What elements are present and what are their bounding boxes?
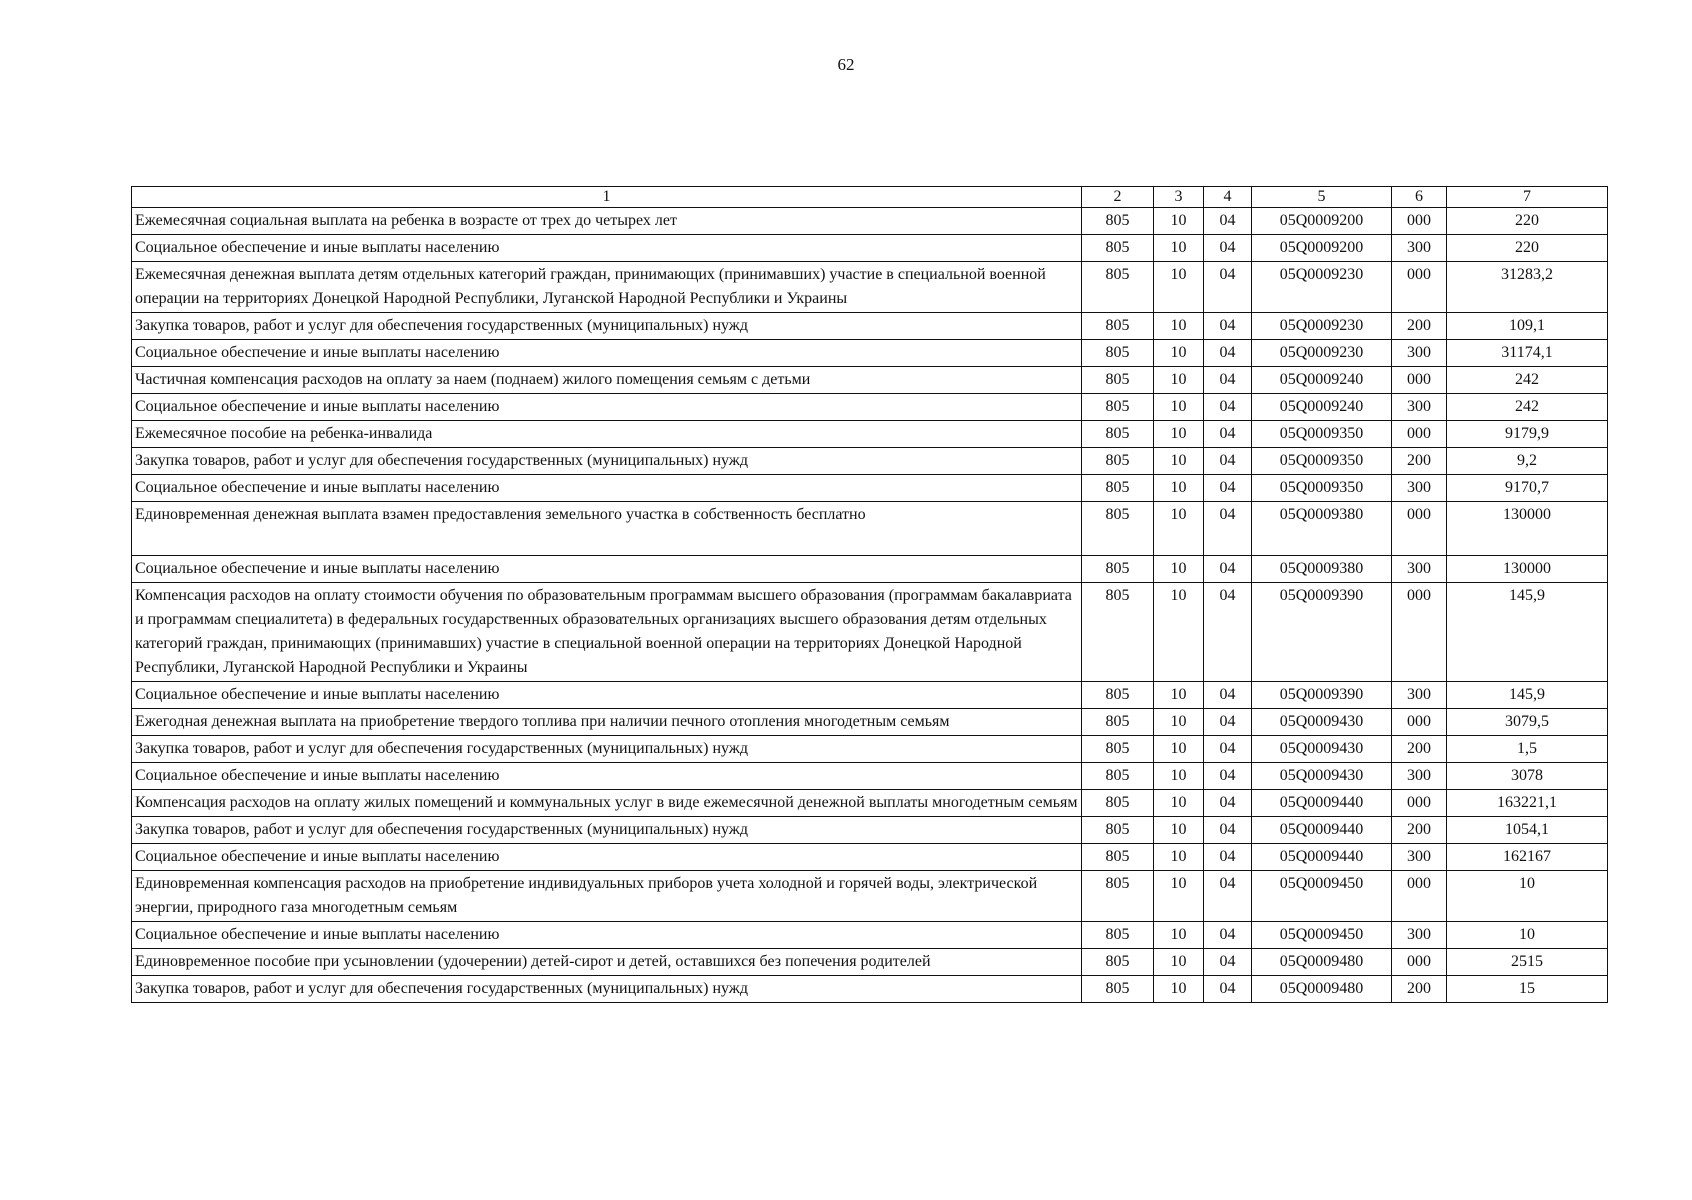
row-rz-cell: 10 [1154, 556, 1204, 583]
row-sum-cell: 10 [1447, 922, 1608, 949]
row-name-cell: Социальное обеспечение и иные выплаты населению [132, 682, 1082, 709]
row-name-cell: Социальное обеспечение и иные выплаты населению [132, 922, 1082, 949]
row-vr-cell: 200 [1392, 736, 1447, 763]
row-gr-cell: 805 [1082, 871, 1154, 922]
table-row [132, 871, 1608, 922]
row-pr-cell: 04 [1204, 709, 1252, 736]
table-row [132, 367, 1608, 394]
row-sum-cell: 242 [1447, 394, 1608, 421]
table-row [132, 340, 1608, 367]
table-row [132, 421, 1608, 448]
row-vr-cell: 300 [1392, 922, 1447, 949]
row-rz-cell: 10 [1154, 235, 1204, 262]
row-csr-cell: 05Q0009240 [1252, 394, 1392, 421]
row-name-cell: Социальное обеспечение и иные выплаты населению [132, 340, 1082, 367]
row-rz-cell: 10 [1154, 976, 1204, 1003]
row-vr-cell: 000 [1392, 502, 1447, 556]
row-name-cell: Ежемесячная социальная выплата на ребенка в возрасте от трех до четырех лет [132, 208, 1082, 235]
row-rz-cell: 10 [1154, 475, 1204, 502]
table-row [132, 763, 1608, 790]
row-sum-cell: 162167 [1447, 844, 1608, 871]
row-name-cell: Социальное обеспечение и иные выплаты населению [132, 763, 1082, 790]
row-csr-cell: 05Q0009200 [1252, 235, 1392, 262]
row-name-cell: Ежемесячное пособие на ребенка-инвалида [132, 421, 1082, 448]
row-name-cell: Единовременная денежная выплата взамен предоставления земельного участка в собственность бесплатно [132, 502, 1082, 556]
row-sum-cell: 109,1 [1447, 313, 1608, 340]
row-pr-cell: 04 [1204, 448, 1252, 475]
row-csr-cell: 05Q0009480 [1252, 949, 1392, 976]
row-sum-cell: 145,9 [1447, 682, 1608, 709]
row-pr-cell: 04 [1204, 949, 1252, 976]
row-sum-cell: 163221,1 [1447, 790, 1608, 817]
row-name-cell: Единовременное пособие при усыновлении (удочерении) детей-сирот и детей, оставшихся без попечения родителей [132, 949, 1082, 976]
row-gr-cell: 805 [1082, 844, 1154, 871]
row-sum-cell: 130000 [1447, 502, 1608, 556]
row-rz-cell: 10 [1154, 313, 1204, 340]
table-row [132, 682, 1608, 709]
row-rz-cell: 10 [1154, 262, 1204, 313]
row-gr-cell: 805 [1082, 763, 1154, 790]
row-pr-cell: 04 [1204, 421, 1252, 448]
row-sum-cell: 3079,5 [1447, 709, 1608, 736]
row-pr-cell: 04 [1204, 922, 1252, 949]
row-pr-cell: 04 [1204, 313, 1252, 340]
row-sum-cell: 3078 [1447, 763, 1608, 790]
row-csr-cell: 05Q0009230 [1252, 340, 1392, 367]
row-csr-cell: 05Q0009430 [1252, 763, 1392, 790]
row-name-cell: Закупка товаров, работ и услуг для обеспечения государственных (муниципальных) нужд [132, 817, 1082, 844]
row-name-cell: Социальное обеспечение и иные выплаты населению [132, 235, 1082, 262]
header-cell: 1 [132, 187, 1082, 208]
row-pr-cell: 04 [1204, 367, 1252, 394]
row-gr-cell: 805 [1082, 394, 1154, 421]
row-pr-cell: 04 [1204, 583, 1252, 682]
table-row [132, 583, 1608, 682]
row-csr-cell: 05Q0009240 [1252, 367, 1392, 394]
table-header-row [132, 187, 1608, 208]
row-gr-cell: 805 [1082, 208, 1154, 235]
row-vr-cell: 000 [1392, 790, 1447, 817]
row-vr-cell: 000 [1392, 871, 1447, 922]
row-vr-cell: 300 [1392, 763, 1447, 790]
row-vr-cell: 300 [1392, 340, 1447, 367]
row-vr-cell: 200 [1392, 448, 1447, 475]
row-sum-cell: 10 [1447, 871, 1608, 922]
header-cell: 3 [1154, 187, 1204, 208]
row-name-cell: Компенсация расходов на оплату жилых помещений и коммунальных услуг в виде ежемесячной денежной выплаты многодетным семьям [132, 790, 1082, 817]
row-sum-cell: 242 [1447, 367, 1608, 394]
row-gr-cell: 805 [1082, 502, 1154, 556]
page-number: 62 [837, 55, 855, 74]
row-gr-cell: 805 [1082, 583, 1154, 682]
row-gr-cell: 805 [1082, 340, 1154, 367]
row-sum-cell: 220 [1447, 208, 1608, 235]
row-rz-cell: 10 [1154, 763, 1204, 790]
header-cell: 2 [1082, 187, 1154, 208]
table-row [132, 844, 1608, 871]
row-csr-cell: 05Q0009380 [1252, 502, 1392, 556]
row-gr-cell: 805 [1082, 367, 1154, 394]
row-rz-cell: 10 [1154, 682, 1204, 709]
row-vr-cell: 300 [1392, 556, 1447, 583]
row-pr-cell: 04 [1204, 817, 1252, 844]
row-pr-cell: 04 [1204, 844, 1252, 871]
row-gr-cell: 805 [1082, 976, 1154, 1003]
budget-table [131, 186, 1608, 1003]
row-pr-cell: 04 [1204, 502, 1252, 556]
row-vr-cell: 300 [1392, 844, 1447, 871]
row-sum-cell: 31174,1 [1447, 340, 1608, 367]
row-sum-cell: 220 [1447, 235, 1608, 262]
table-row [132, 949, 1608, 976]
row-pr-cell: 04 [1204, 790, 1252, 817]
table-row [132, 709, 1608, 736]
table-row [132, 394, 1608, 421]
row-rz-cell: 10 [1154, 844, 1204, 871]
row-pr-cell: 04 [1204, 235, 1252, 262]
row-pr-cell: 04 [1204, 340, 1252, 367]
row-csr-cell: 05Q0009430 [1252, 709, 1392, 736]
row-name-cell: Социальное обеспечение и иные выплаты населению [132, 556, 1082, 583]
row-vr-cell: 300 [1392, 682, 1447, 709]
row-sum-cell: 9179,9 [1447, 421, 1608, 448]
row-pr-cell: 04 [1204, 262, 1252, 313]
row-pr-cell: 04 [1204, 556, 1252, 583]
row-vr-cell: 300 [1392, 394, 1447, 421]
table-row [132, 448, 1608, 475]
row-vr-cell: 000 [1392, 367, 1447, 394]
header-cell: 4 [1204, 187, 1252, 208]
row-csr-cell: 05Q0009350 [1252, 421, 1392, 448]
row-rz-cell: 10 [1154, 340, 1204, 367]
table-row [132, 313, 1608, 340]
table-row [132, 262, 1608, 313]
row-gr-cell: 805 [1082, 736, 1154, 763]
row-sum-cell: 31283,2 [1447, 262, 1608, 313]
row-csr-cell: 05Q0009440 [1252, 844, 1392, 871]
row-csr-cell: 05Q0009200 [1252, 208, 1392, 235]
row-rz-cell: 10 [1154, 502, 1204, 556]
row-pr-cell: 04 [1204, 871, 1252, 922]
row-csr-cell: 05Q0009480 [1252, 976, 1392, 1003]
row-pr-cell: 04 [1204, 976, 1252, 1003]
row-rz-cell: 10 [1154, 949, 1204, 976]
row-csr-cell: 05Q0009350 [1252, 448, 1392, 475]
row-pr-cell: 04 [1204, 763, 1252, 790]
row-rz-cell: 10 [1154, 583, 1204, 682]
row-name-cell: Ежегодная денежная выплата на приобретение твердого топлива при наличии печного отопления многодетным семьям [132, 709, 1082, 736]
row-sum-cell: 9,2 [1447, 448, 1608, 475]
row-sum-cell: 9170,7 [1447, 475, 1608, 502]
row-vr-cell: 000 [1392, 262, 1447, 313]
row-name-cell: Социальное обеспечение и иные выплаты населению [132, 475, 1082, 502]
row-pr-cell: 04 [1204, 736, 1252, 763]
table-row [132, 736, 1608, 763]
row-rz-cell: 10 [1154, 736, 1204, 763]
row-csr-cell: 05Q0009450 [1252, 922, 1392, 949]
row-rz-cell: 10 [1154, 394, 1204, 421]
row-pr-cell: 04 [1204, 475, 1252, 502]
row-sum-cell: 145,9 [1447, 583, 1608, 682]
row-gr-cell: 805 [1082, 448, 1154, 475]
row-name-cell: Ежемесячная денежная выплата детям отдельных категорий граждан, принимающих (принимавших) участие в специальной военной операции на территориях Донецкой Народной Республики, Луганской Народной Республики и Украины [132, 262, 1082, 313]
table-row [132, 235, 1608, 262]
row-vr-cell: 300 [1392, 475, 1447, 502]
row-rz-cell: 10 [1154, 208, 1204, 235]
row-sum-cell: 15 [1447, 976, 1608, 1003]
row-gr-cell: 805 [1082, 313, 1154, 340]
row-csr-cell: 05Q0009230 [1252, 262, 1392, 313]
row-csr-cell: 05Q0009380 [1252, 556, 1392, 583]
row-sum-cell: 1,5 [1447, 736, 1608, 763]
row-rz-cell: 10 [1154, 367, 1204, 394]
row-vr-cell: 000 [1392, 421, 1447, 448]
table-row [132, 208, 1608, 235]
row-vr-cell: 000 [1392, 208, 1447, 235]
row-pr-cell: 04 [1204, 208, 1252, 235]
row-name-cell: Единовременная компенсация расходов на приобретение индивидуальных приборов учета холодной и горячей воды, электрической энергии, природного газа многодетным семьям [132, 871, 1082, 922]
row-gr-cell: 805 [1082, 475, 1154, 502]
row-rz-cell: 10 [1154, 790, 1204, 817]
row-rz-cell: 10 [1154, 421, 1204, 448]
row-vr-cell: 200 [1392, 313, 1447, 340]
row-rz-cell: 10 [1154, 448, 1204, 475]
row-sum-cell: 1054,1 [1447, 817, 1608, 844]
row-csr-cell: 05Q0009230 [1252, 313, 1392, 340]
row-name-cell: Социальное обеспечение и иные выплаты населению [132, 844, 1082, 871]
row-vr-cell: 000 [1392, 583, 1447, 682]
row-vr-cell: 300 [1392, 235, 1447, 262]
row-csr-cell: 05Q0009390 [1252, 682, 1392, 709]
row-vr-cell: 000 [1392, 949, 1447, 976]
row-rz-cell: 10 [1154, 709, 1204, 736]
table-row [132, 922, 1608, 949]
row-name-cell: Компенсация расходов на оплату стоимости обучения по образовательным программам высшего образования (программам бакалавриата и программам специалитета) в федеральных государственных образовательных организациях высшего образования детям отдельных категорий граждан, принимающих (принимавших) участие в специальной военной операции на территориях Донецкой Народной Республики, Луганской Народной Республики и Украины [132, 583, 1082, 682]
row-name-cell: Частичная компенсация расходов на оплату за наем (поднаем) жилого помещения семьям с детьми [132, 367, 1082, 394]
row-name-cell: Закупка товаров, работ и услуг для обеспечения государственных (муниципальных) нужд [132, 448, 1082, 475]
row-pr-cell: 04 [1204, 682, 1252, 709]
row-name-cell: Социальное обеспечение и иные выплаты населению [132, 394, 1082, 421]
row-name-cell: Закупка товаров, работ и услуг для обеспечения государственных (муниципальных) нужд [132, 313, 1082, 340]
row-gr-cell: 805 [1082, 556, 1154, 583]
row-gr-cell: 805 [1082, 421, 1154, 448]
table-row [132, 475, 1608, 502]
row-gr-cell: 805 [1082, 262, 1154, 313]
row-rz-cell: 10 [1154, 871, 1204, 922]
table-row [132, 817, 1608, 844]
row-gr-cell: 805 [1082, 235, 1154, 262]
header-cell: 6 [1392, 187, 1447, 208]
header-cell: 7 [1447, 187, 1608, 208]
row-gr-cell: 805 [1082, 790, 1154, 817]
row-csr-cell: 05Q0009450 [1252, 871, 1392, 922]
row-rz-cell: 10 [1154, 922, 1204, 949]
row-name-cell: Закупка товаров, работ и услуг для обеспечения государственных (муниципальных) нужд [132, 976, 1082, 1003]
table-row [132, 556, 1608, 583]
table-row [132, 976, 1608, 1003]
row-gr-cell: 805 [1082, 709, 1154, 736]
row-gr-cell: 805 [1082, 922, 1154, 949]
row-vr-cell: 200 [1392, 817, 1447, 844]
row-rz-cell: 10 [1154, 817, 1204, 844]
row-vr-cell: 000 [1392, 709, 1447, 736]
row-pr-cell: 04 [1204, 394, 1252, 421]
row-gr-cell: 805 [1082, 949, 1154, 976]
table-row [132, 502, 1608, 556]
row-gr-cell: 805 [1082, 682, 1154, 709]
row-csr-cell: 05Q0009350 [1252, 475, 1392, 502]
row-csr-cell: 05Q0009430 [1252, 736, 1392, 763]
row-csr-cell: 05Q0009390 [1252, 583, 1392, 682]
table-row [132, 790, 1608, 817]
row-name-cell: Закупка товаров, работ и услуг для обеспечения государственных (муниципальных) нужд [132, 736, 1082, 763]
header-cell: 5 [1252, 187, 1392, 208]
row-sum-cell: 130000 [1447, 556, 1608, 583]
row-vr-cell: 200 [1392, 976, 1447, 1003]
row-csr-cell: 05Q0009440 [1252, 817, 1392, 844]
row-csr-cell: 05Q0009440 [1252, 790, 1392, 817]
row-gr-cell: 805 [1082, 817, 1154, 844]
row-sum-cell: 2515 [1447, 949, 1608, 976]
